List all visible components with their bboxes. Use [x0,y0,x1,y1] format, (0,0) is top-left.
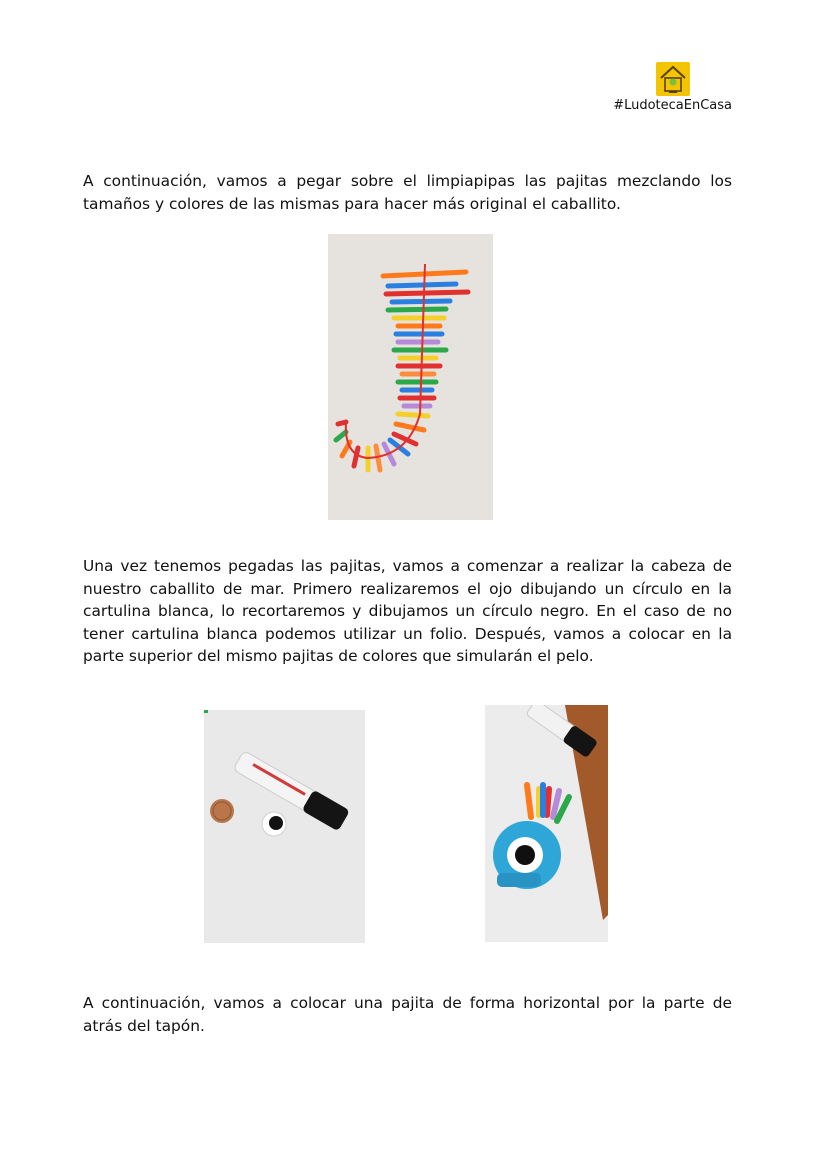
paragraph-1: A continuación, vamos a pegar sobre el limpiapipas las pajitas mezclando los tamaños y colores de las mismas para hacer más original el caballito. [83,172,732,213]
paragraph-3: A continuación, vamos a colocar una pajita de forma horizontal por la parte de atrás del tapón. [83,994,732,1035]
ludoteca-logo-icon [656,62,690,96]
straws-seahorse-body-photo [328,234,493,520]
hashtag-label: #LudotecaEnCasa [613,98,732,113]
paragraph-2: Una vez tenemos pegadas las pajitas, vamos a comenzar a realizar la cabeza de nuestro caballito de mar. Primero realizaremos el ojo dibujando un círculo en la cartulina blanca, lo recortaremos y dibujamos un círculo negro. En el caso de no tener cartulina blanca podemos utilizar un folio. Después, vamos a colocar en la parte superior del mismo pajitas de colores que simularán el pelo. [83,557,732,665]
marker-coin-eye-photo [204,710,365,943]
blue-cap-eye-with-straws-photo [485,705,608,942]
